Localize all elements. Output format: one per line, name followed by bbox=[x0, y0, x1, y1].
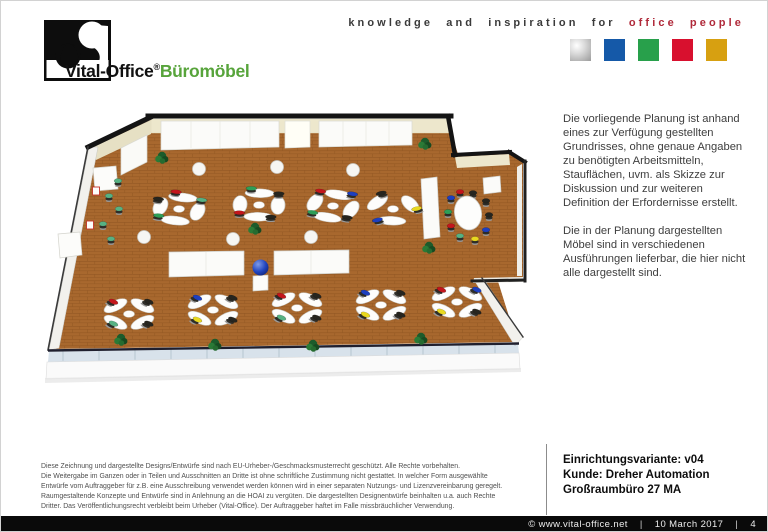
blue-sphere-decor bbox=[253, 260, 269, 276]
pedestal-drum bbox=[138, 231, 151, 244]
project-description: Großraumbüro 27 MA bbox=[563, 484, 682, 496]
registered-mark: ® bbox=[153, 62, 160, 73]
project-variant: Einrichtungsvariante: v04 bbox=[563, 454, 704, 466]
pedestal-drum bbox=[271, 161, 284, 174]
pedestal-drum bbox=[347, 164, 360, 177]
door bbox=[285, 121, 310, 148]
footer-separator: | bbox=[639, 519, 643, 530]
notes-paragraph-2: Die in der Planung dargestellten Möbel sind in verschiedenen Ausführungen lieferbar, die hier nicht alle dargestellt sind. bbox=[563, 225, 746, 279]
brand-office: Office bbox=[105, 61, 154, 81]
glass-front bbox=[45, 344, 521, 384]
pedestal-drum bbox=[193, 163, 206, 176]
footer-bar bbox=[1, 516, 768, 532]
legal-line: Dritter. Das Veröffentlichungsrecht verbleibt beim Urheber (Vital-Office). Der Auftraggeber haftet im Falle missbräuchlicher Verwendung. bbox=[41, 502, 455, 510]
project-customer: Kunde: Dreher Automation bbox=[563, 469, 710, 481]
side-table bbox=[87, 221, 94, 229]
brand-vital: Vital- bbox=[65, 61, 106, 81]
footer-date: 10 March 2017 bbox=[654, 519, 724, 530]
footer-copyright: © www.vital-office.net bbox=[528, 519, 628, 530]
footer-page-number: 4 bbox=[750, 519, 756, 530]
side-table bbox=[93, 187, 100, 195]
notes-paragraph-1: Die vorliegende Planung ist anhand eines zur Verfügung gestellten Grundrisses, ohne genaue Angaben zu benötigten Arbeitsmitteln, Stauflächen, uvm. als Skizze zur Diskussion und zur weiteren Definition der Erfordernisse erstellt. bbox=[563, 113, 743, 209]
legal-line: Die Weitergabe im Ganzen oder in Teilen und Ausschnitten an Dritte ist ohne schriftliche Zustimmung nicht gestattet. In welcher Form ausgewählte bbox=[41, 472, 488, 480]
footer-separator: | bbox=[735, 519, 739, 530]
sphere-pedestal bbox=[253, 275, 268, 291]
legal-line: Raumgestaltende Konzepte und Entwürfe sind in Anlehnung an die HOAI zu vergüten. Die dargestellten Designentwürfe beinhalten u.a. auch Rechte bbox=[41, 492, 496, 500]
brand-bueromoebel: Büromöbel bbox=[159, 61, 250, 81]
pedestal-drum bbox=[227, 233, 240, 246]
vertical-divider bbox=[546, 444, 547, 515]
tagline-black: knowledge and inspiration for bbox=[348, 17, 616, 29]
pedestal-drum bbox=[305, 231, 318, 244]
legal-text bbox=[41, 462, 546, 512]
planning-notes bbox=[563, 112, 752, 294]
tagline-red: office people bbox=[628, 17, 744, 29]
legal-line: Diese Zeichnung und dargestellte Designs/Entwürfe sind nach EU-Urheber-/Geschmacksmusterrecht geschützt. Alle Rechte vorbehalten. bbox=[41, 463, 461, 470]
legal-line: Entwürfe vom Auftraggeber für z.B. eine Ausschreibung verwendet werden können wird in einer separaten Nutzungs- und Lizenzvereinbarung geregelt. bbox=[41, 482, 503, 490]
project-info bbox=[563, 453, 710, 498]
